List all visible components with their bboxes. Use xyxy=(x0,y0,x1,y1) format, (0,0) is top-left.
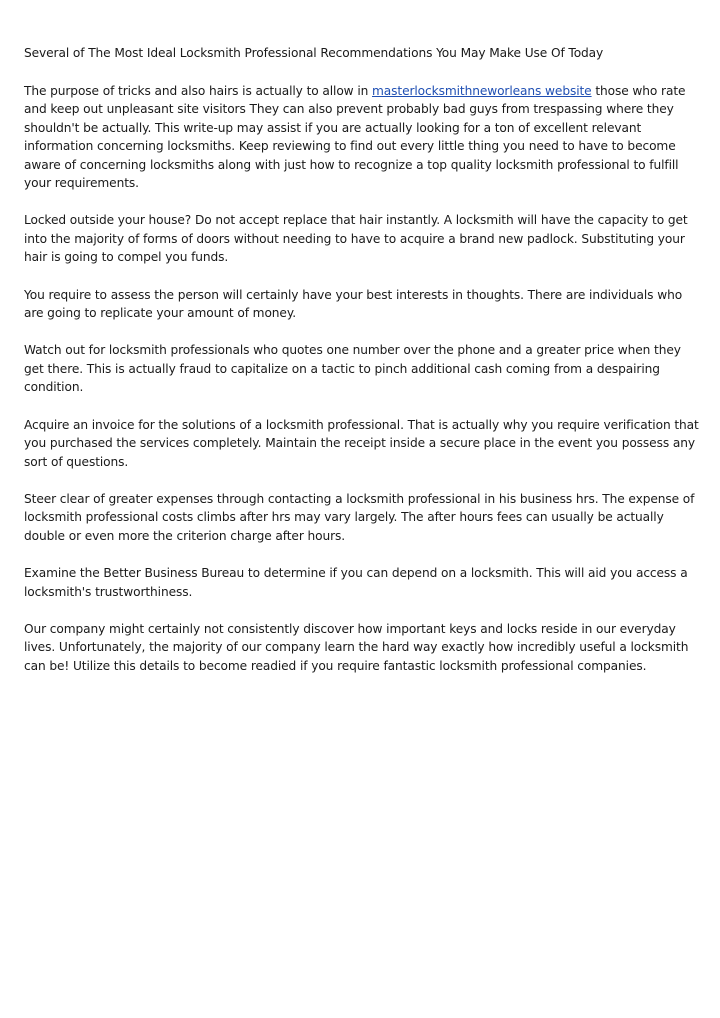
paragraph-assess-person: You require to assess the person will certainly have your best interests in thoughts. There are individuals who are going to replicate your amount of money. xyxy=(24,287,683,321)
paragraph-locked-outside: Locked outside your house? Do not accept replace that hair instantly. A locksmith will have the capacity to get into the majority of forms of doors without needing to have to acquire a brand new padlock. Substituting your hair is going to compel you funds. xyxy=(24,213,688,265)
website-link[interactable]: masterlocksmithneworleans website xyxy=(372,84,592,98)
paragraph-invoice: Acquire an invoice for the solutions of a locksmith professional. That is actually why you require verification that you purchased the services completely. Maintain the receipt inside a secure place in the event you possess any sort of questions. xyxy=(24,417,699,469)
document-page xyxy=(24,44,700,694)
paragraph-watch-out: Watch out for locksmith professionals who quotes one number over the phone and a greater price when they get there. This is actually fraud to capitalize on a tactic to pinch additional cash coming from a despairing condition. xyxy=(24,343,681,395)
paragraph-intro-text-after: those who rate and keep out unpleasant site visitors They can also prevent probably bad guys from trespassing where they shouldn't be actually. This write-up may assist if you are actually looking for a ton of excellent relevant information concerning locksmiths. Keep reviewing to find out every little thing you need to have to become aware of concerning locksmiths along with just how to recognize a top quality locksmith professional to fulfill your requirements. xyxy=(24,84,686,191)
paragraph-intro xyxy=(24,82,700,192)
paragraph-conclusion: Our company might certainly not consistently discover how important keys and locks reside in our everyday lives. Unfortunately, the majority of our company learn the hard way exactly how incredibly useful a locksmith can be! Utilize this details to become readied if you require fantastic locksmith professional companies. xyxy=(24,621,689,673)
document-title: Several of The Most Ideal Locksmith Professional Recommendations You May Make Use Of Today xyxy=(24,46,604,60)
paragraph-bbb: Examine the Better Business Bureau to determine if you can depend on a locksmith. This will aid you access a locksmith's trustworthiness. xyxy=(24,566,688,599)
paragraph-business-hours: Steer clear of greater expenses through contacting a locksmith professional in his business hrs. The expense of locksmith professional costs climbs after hrs may vary largely. The after hours fees can usually be actually double or even more the criterion charge after hours. xyxy=(24,491,695,543)
paragraph-intro-text-before: The purpose of tricks and also hairs is actually to allow in xyxy=(24,84,372,98)
